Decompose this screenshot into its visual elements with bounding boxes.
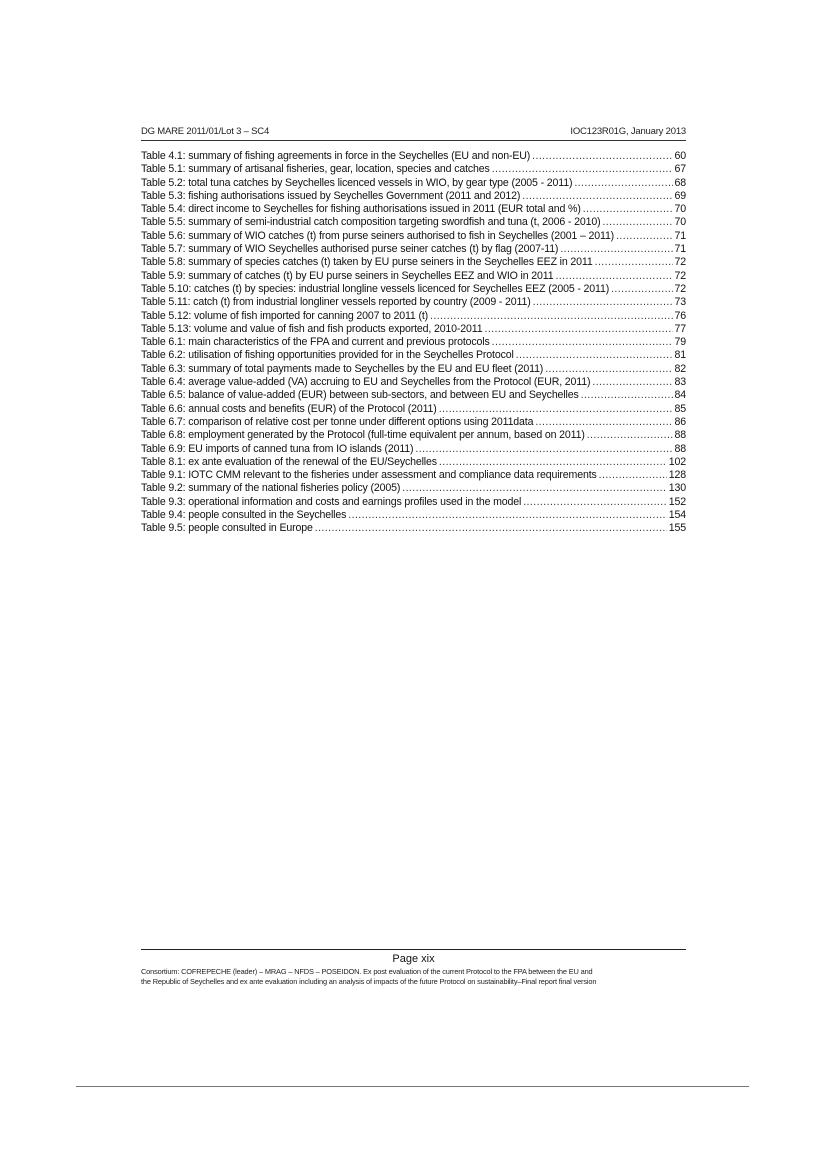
- header-divider: [141, 140, 686, 141]
- toc-entry-title: Table 9.1: IOTC CMM relevant to the fisheries under assessment and compliance data requirements: [141, 469, 597, 482]
- toc-entry[interactable]: [141, 509, 686, 522]
- toc-entry-page: 84: [674, 389, 686, 402]
- toc-entry-title: Table 5.1: summary of artisanal fisheries, gear, location, species and catches: [141, 163, 490, 176]
- toc-entry-title: Table 6.9: EU imports of canned tuna from IO islands (2011): [141, 442, 414, 455]
- toc-entry-title: Table 5.4: direct income to Seychelles for fishing authorisations issued in 2011 (EUR total and %): [141, 203, 581, 216]
- toc-entry-page: 72: [674, 269, 686, 282]
- toc-entry[interactable]: [141, 323, 686, 336]
- footer-divider: [141, 949, 686, 950]
- toc-entry-page: 71: [674, 243, 686, 256]
- dot-leader: [602, 216, 672, 229]
- toc-entry[interactable]: [141, 163, 686, 176]
- toc-entry[interactable]: [141, 216, 686, 229]
- toc-entry-title: Table 6.3: summary of total payments made to Seychelles by the EU and EU fleet (2011): [141, 362, 544, 375]
- toc-entry-page: 81: [674, 349, 686, 362]
- toc-entry[interactable]: [141, 429, 686, 442]
- list-of-tables: [141, 150, 686, 536]
- toc-entry-page: 73: [674, 296, 686, 309]
- toc-entry[interactable]: [141, 456, 686, 469]
- toc-entry-page: 76: [674, 309, 686, 322]
- toc-entry-page: 82: [674, 362, 686, 375]
- toc-entry-title: Table 5.7: summary of WIO Seychelles authorised purse seiner catches (t) by flag (2007-11): [141, 243, 559, 256]
- dot-leader: [523, 496, 667, 509]
- toc-entry-title: Table 9.5: people consulted in Europe: [141, 522, 313, 535]
- toc-entry[interactable]: [141, 190, 686, 203]
- toc-entry[interactable]: [141, 469, 686, 482]
- toc-entry[interactable]: [141, 336, 686, 349]
- footer-note: [141, 967, 696, 988]
- toc-entry-page: 85: [674, 402, 686, 415]
- toc-entry-title: Table 6.1: main characteristics of the FPA and current and previous protocols: [141, 336, 490, 349]
- toc-entry[interactable]: [141, 482, 686, 495]
- toc-entry[interactable]: [141, 363, 686, 376]
- toc-entry-page: 128: [668, 469, 686, 482]
- dot-leader: [583, 203, 673, 216]
- toc-entry-title: Table 4.1: summary of fishing agreements in force in the Seychelles (EU and non-EU): [141, 150, 531, 162]
- toc-entry-title: Table 5.8: summary of species catches (t) taken by EU purse seiners in the Seychelles EEZ in 2011: [141, 256, 593, 269]
- toc-entry-title: Table 6.8: employment generated by the Protocol (full-time equivalent per annum, based on 2011): [141, 429, 585, 442]
- toc-entry[interactable]: [141, 403, 686, 416]
- toc-entry-title: Table 6.6: annual costs and benefits (EUR) of the Protocol (2011): [141, 402, 437, 415]
- dot-leader: [555, 270, 672, 283]
- toc-entry-page: 70: [674, 203, 686, 216]
- footer-note-line: the Republic of Seychelles and ex ante evaluation including an analysis of impacts of the future Protocol on sustainability–Final report final version: [141, 977, 597, 987]
- dot-leader: [616, 230, 672, 243]
- dot-leader: [532, 150, 672, 163]
- header-left: DG MARE 2011/01/Lot 3 – SC4: [141, 126, 270, 137]
- toc-entry-title: Table 6.5: balance of value-added (EUR) between sub-sectors, and between EU and Seychelles: [141, 389, 579, 402]
- dot-leader: [560, 243, 672, 256]
- toc-entry-page: 102: [668, 455, 686, 468]
- toc-entry-page: 83: [674, 376, 686, 389]
- toc-entry[interactable]: [141, 349, 686, 362]
- toc-entry-page: 152: [668, 495, 686, 508]
- toc-entry-page: 86: [674, 415, 686, 428]
- toc-entry[interactable]: [141, 376, 686, 389]
- toc-entry-title: Table 8.1: ex ante evaluation of the renewal of the EU/Seychelles: [141, 455, 437, 468]
- toc-entry-page: 79: [674, 336, 686, 349]
- toc-entry[interactable]: [141, 443, 686, 456]
- dot-leader: [574, 177, 672, 190]
- toc-entry-title: Table 5.2: total tuna catches by Seychelles licenced vessels in WIO, by gear type (2005 - 2011): [141, 176, 573, 189]
- dot-leader: [439, 403, 673, 416]
- toc-entry-page: 69: [674, 189, 686, 202]
- dot-leader: [581, 389, 673, 402]
- dot-leader: [533, 296, 673, 309]
- toc-entry-page: 70: [674, 216, 686, 229]
- dot-leader: [522, 190, 672, 203]
- toc-entry-title: Table 5.11: catch (t) from industrial longliner vessels reported by country (2009 - 2011): [141, 296, 531, 309]
- dot-leader: [587, 429, 673, 442]
- toc-entry-title: Table 6.2: utilisation of fishing opportunities provided for in the Seychelles Protocol: [141, 349, 514, 362]
- toc-entry[interactable]: [141, 389, 686, 402]
- toc-entry-title: Table 5.12: volume of fish imported for canning 2007 to 2011 (t): [141, 309, 429, 322]
- toc-entry-title: Table 5.6: summary of WIO catches (t) from purse seiners authorised to fish in Seychelles (2001 – 2011): [141, 229, 615, 242]
- toc-entry[interactable]: [141, 243, 686, 256]
- toc-entry-page: 71: [674, 229, 686, 242]
- toc-entry-title: Table 5.5: summary of semi-industrial catch composition targeting swordfish and tuna (t, 2006 - 2010): [141, 216, 601, 229]
- page-bottom-divider: [76, 1086, 749, 1087]
- dot-leader: [492, 336, 673, 349]
- toc-entry-title: Table 6.7: comparison of relative cost per tonne under different options using 2011data: [141, 415, 534, 428]
- toc-entry-page: 130: [668, 482, 686, 495]
- toc-entry-title: Table 9.4: people consulted in the Seychelles: [141, 509, 347, 522]
- toc-entry[interactable]: [141, 522, 686, 535]
- toc-entry-title: Table 5.9: summary of catches (t) by EU purse seiners in Seychelles EEZ and WIO in 2011: [141, 269, 554, 282]
- toc-entry-title: Table 6.4: average value-added (VA) accruing to EU and Seychelles from the Protocol (EUR, 2011): [141, 376, 591, 389]
- dot-leader: [415, 443, 672, 456]
- footer-note-line: Consortium: COFREPECHE (leader) – MRAG – NFDS – POSEIDON. Ex post evaluation of the current Protocol to the FPA between the EU and: [141, 967, 593, 976]
- toc-entry[interactable]: [141, 270, 686, 283]
- toc-entry[interactable]: [141, 310, 686, 323]
- toc-entry-page: 60: [674, 150, 686, 162]
- toc-entry[interactable]: [141, 283, 686, 296]
- toc-entry-title: Table 9.3: operational information and costs and earnings profiles used in the model: [141, 495, 522, 508]
- header-right: IOC123R01G, January 2013: [570, 126, 686, 137]
- toc-entry[interactable]: [141, 416, 686, 429]
- dot-leader: [348, 509, 666, 522]
- page-header: [141, 126, 686, 137]
- dot-leader: [599, 469, 667, 482]
- dot-leader: [439, 456, 667, 469]
- toc-entry-page: 88: [674, 442, 686, 455]
- toc-entry-title: Table 5.10: catches (t) by species: industrial longline vessels licenced for Seychelles EEZ (2005 - 2011): [141, 282, 610, 295]
- toc-entry-page: 155: [668, 522, 686, 535]
- dot-leader: [592, 376, 672, 389]
- toc-entry[interactable]: [141, 230, 686, 243]
- dot-leader: [595, 256, 673, 269]
- toc-entry[interactable]: [141, 296, 686, 309]
- toc-entry-page: 68: [674, 176, 686, 189]
- toc-entry-page: 67: [674, 163, 686, 176]
- dot-leader: [484, 323, 672, 336]
- toc-entry-page: 77: [674, 322, 686, 335]
- dot-leader: [611, 283, 672, 296]
- toc-entry-title: Table 5.13: volume and value of fish and fish products exported, 2010-2011: [141, 322, 483, 335]
- toc-entry-title: Table 9.2: summary of the national fisheries policy (2005): [141, 482, 401, 495]
- dot-leader: [430, 310, 673, 323]
- dot-leader: [516, 349, 673, 362]
- toc-entry[interactable]: [141, 496, 686, 509]
- toc-entry[interactable]: [141, 150, 686, 163]
- dot-leader: [402, 482, 667, 495]
- toc-entry[interactable]: [141, 203, 686, 216]
- dot-leader: [535, 416, 672, 429]
- toc-entry-page: 72: [674, 256, 686, 269]
- toc-entry-page: 88: [674, 429, 686, 442]
- toc-entry-page: 72: [674, 282, 686, 295]
- toc-entry-page: 154: [668, 509, 686, 522]
- dot-leader: [545, 363, 672, 376]
- page-number: Page xix: [392, 953, 435, 965]
- toc-entry-title: Table 5.3: fishing authorisations issued by Seychelles Government (2011 and 2012): [141, 189, 521, 202]
- toc-entry[interactable]: [141, 177, 686, 190]
- dot-leader: [492, 163, 673, 176]
- toc-entry[interactable]: [141, 256, 686, 269]
- dot-leader: [315, 522, 667, 535]
